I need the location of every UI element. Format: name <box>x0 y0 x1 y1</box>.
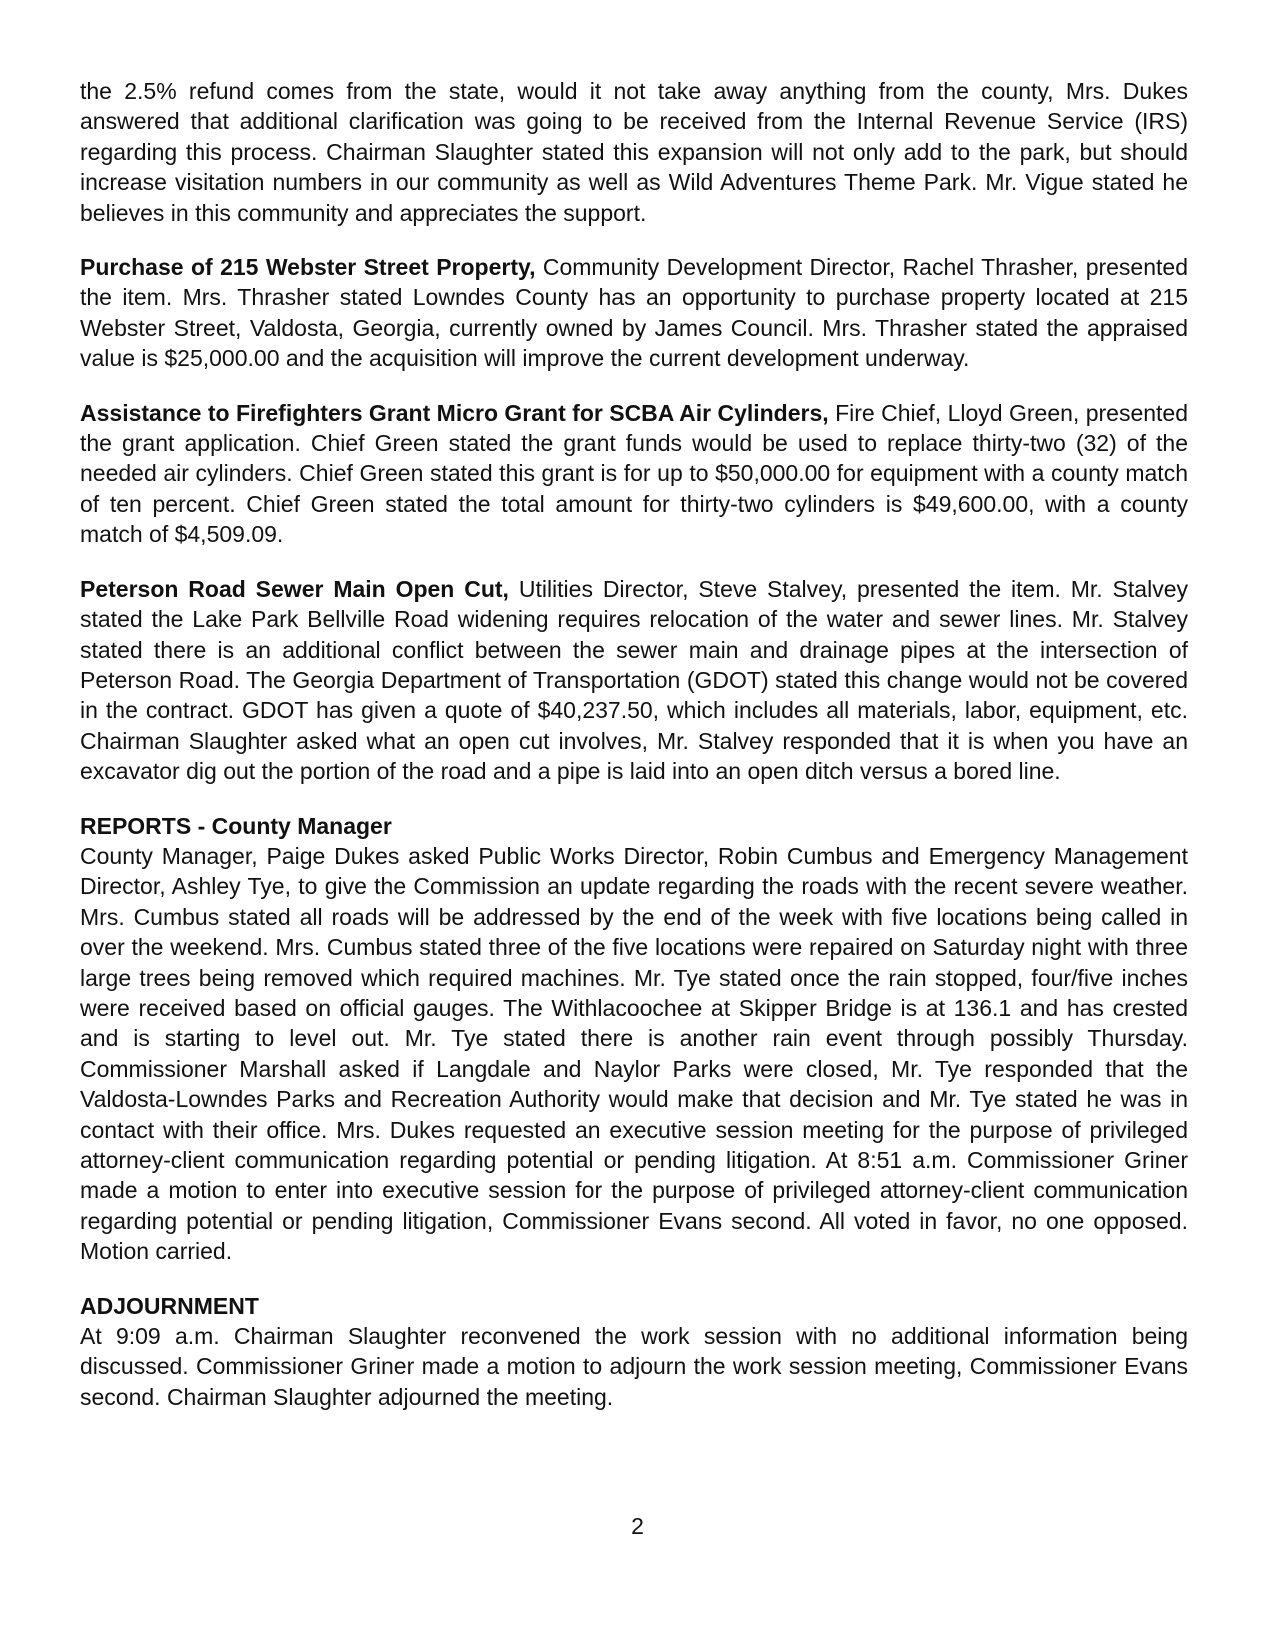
webster-property-heading: Purchase of 215 Webster Street Property, <box>80 254 536 281</box>
firefighters-grant-heading: Assistance to Firefighters Grant Micro Grant for SCBA Air Cylinders, <box>80 399 829 426</box>
adjournment-section <box>80 1291 1188 1413</box>
firefighters-grant-paragraph <box>80 398 1188 550</box>
reports-text: County Manager, Paige Dukes asked Public Works Director, Robin Cumbus and Emergency Management Director, Ashley Tye, to give the Commission an update regarding the roads with the recent severe weather. Mrs. Cumbus stated all roads will be addressed by the end of the week with five locations being called in over the weekend. Mrs. Cumbus stated three of the five locations were repaired on Saturday night with three large trees being removed which required machines. Mr. Tye stated once the rain stopped, four/five inches were received based on official gauges. The Withlacoochee at Skipper Bridge is at 136.1 and has crested and is starting to level out. Mr. Tye stated there is another rain event through possibly Thursday. Commissioner Marshall asked if Langdale and Naylor Parks were closed, Mr. Tye responded that the Valdosta-Lowndes Parks and Recreation Authority would make that decision and Mr. Tye stated he was in contact with their office. Mrs. Dukes requested an executive session meeting for the purpose of privileged attorney-client communication regarding potential or pending litigation. At 8:51 a.m. Commissioner Griner made a motion to enter into executive session for the purpose of privileged attorney-client communication regarding potential or pending litigation, Commissioner Evans second. All voted in favor, no one opposed. Motion carried. <box>80 842 1188 1265</box>
adjournment-text: At 9:09 a.m. Chairman Slaughter reconvened the work session with no additional information being discussed. Commissioner Griner made a motion to adjourn the work session meeting, Commissioner Evans second. Chairman Slaughter adjourned the meeting. <box>80 1323 1188 1410</box>
webster-property-paragraph <box>80 252 1188 374</box>
page-number: 2 <box>631 1513 644 1539</box>
peterson-road-paragraph <box>80 574 1188 787</box>
document-page <box>80 76 1188 1436</box>
reports-heading: REPORTS - County Manager <box>80 812 392 839</box>
continuation-paragraph: the 2.5% refund comes from the state, would it not take away anything from the county, Mrs. Dukes answered that additional clarification was going to be received from the Internal Revenue Service (IRS) regarding this process. Chairman Slaughter stated this expansion will not only add to the park, but should increase visitation numbers in our community as well as Wild Adventures Theme Park. Mr. Vigue stated he believes in this community and appreciates the support. <box>80 78 1188 226</box>
webster-property-text: Community Development Director, Rachel Thrasher, presented the item. Mrs. Thrasher stated Lowndes County has an opportunity to purchase property located at 215 Webster Street, Valdosta, Georgia, currently owned by James Council. Mrs. Thrasher stated the appraised value is $25,000.00 and the acquisition will improve the current development underway. <box>80 254 1188 372</box>
peterson-road-heading: Peterson Road Sewer Main Open Cut, <box>80 575 509 602</box>
firefighters-grant-text: Fire Chief, Lloyd Green, presented the grant application. Chief Green stated the grant funds would be used to replace thirty-two (32) of the needed air cylinders. Chief Green stated this grant is for up to $50,000.00 for equipment with a county match of ten percent. Chief Green stated the total amount for thirty-two cylinders is $49,600.00, with a county match of $4,509.09. <box>80 399 1189 548</box>
peterson-road-text: Utilities Director, Steve Stalvey, presented the item. Mr. Stalvey stated the Lake Park Bellville Road widening requires relocation of the water and sewer lines. Mr. Stalvey stated there is an additional conflict between the sewer main and drainage pipes at the intersection of Peterson Road. The Georgia Department of Transportation (GDOT) stated this change would not be covered in the contract. GDOT has given a quote of $40,237.50, which includes all materials, labor, equipment, etc. Chairman Slaughter asked what an open cut involves, Mr. Stalvey responded that it is when you have an excavator dig out the portion of the road and a pipe is laid into an open ditch versus a bored line. <box>80 575 1188 785</box>
adjournment-heading: ADJOURNMENT <box>80 1292 259 1319</box>
reports-section <box>80 811 1188 1267</box>
